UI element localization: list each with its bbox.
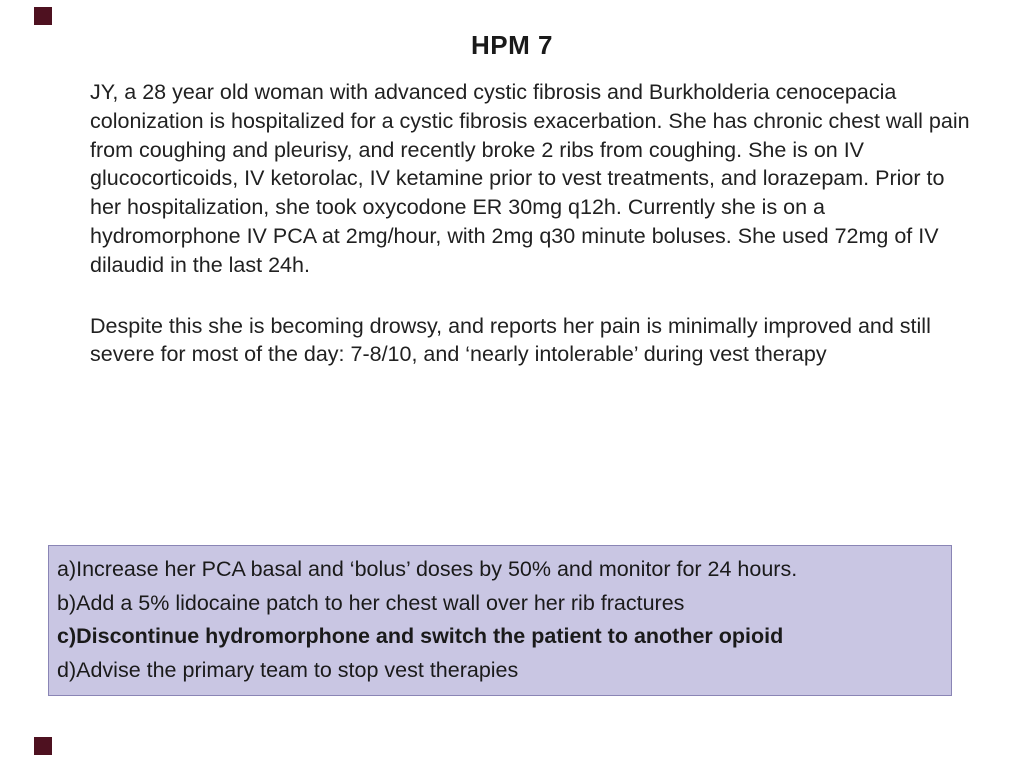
- option-b: b)Add a 5% lidocaine patch to her chest wall over her rib fractures: [57, 590, 685, 615]
- option-a: a)Increase her PCA basal and ‘bolus’ doses by 50% and monitor for 24 hours.: [57, 557, 798, 581]
- corner-square-bottom: [34, 737, 52, 755]
- case-paragraph-2: Despite this she is becoming drowsy, and reports her pain is minimally improved and still severe for most of the day: 7-8/10, and ‘nearly intolerable’ during vest therapy: [90, 313, 931, 367]
- option-d: d)Advise the primary team to stop vest therapies: [57, 657, 519, 682]
- slide-title: HPM 7: [471, 30, 553, 60]
- case-paragraph-1: JY, a 28 year old woman with advanced cystic fibrosis and Burkholderia cenocepacia colonization is hospitalized for a cystic fibrosis exacerbation. She has chronic chest wall pain from coughing and pleurisy, and recently broke 2 ribs from coughing. She is on IV glucocorticoids, IV ketorolac, IV ketamine prior to vest treatments, and lorazepam. Prior to her hospitalization, she took oxycodone ER 30mg q12h. Currently she is on a hydromorphone IV PCA at 2mg/hour, with 2mg q30 minute boluses. She used 72mg of IV dilaudid in the last 24h.: [90, 80, 970, 277]
- corner-square-top: [34, 7, 52, 25]
- answer-options-box: [48, 545, 952, 696]
- option-c: c)Discontinue hydromorphone and switch the patient to another opioid: [57, 624, 784, 649]
- case-description: [90, 78, 978, 369]
